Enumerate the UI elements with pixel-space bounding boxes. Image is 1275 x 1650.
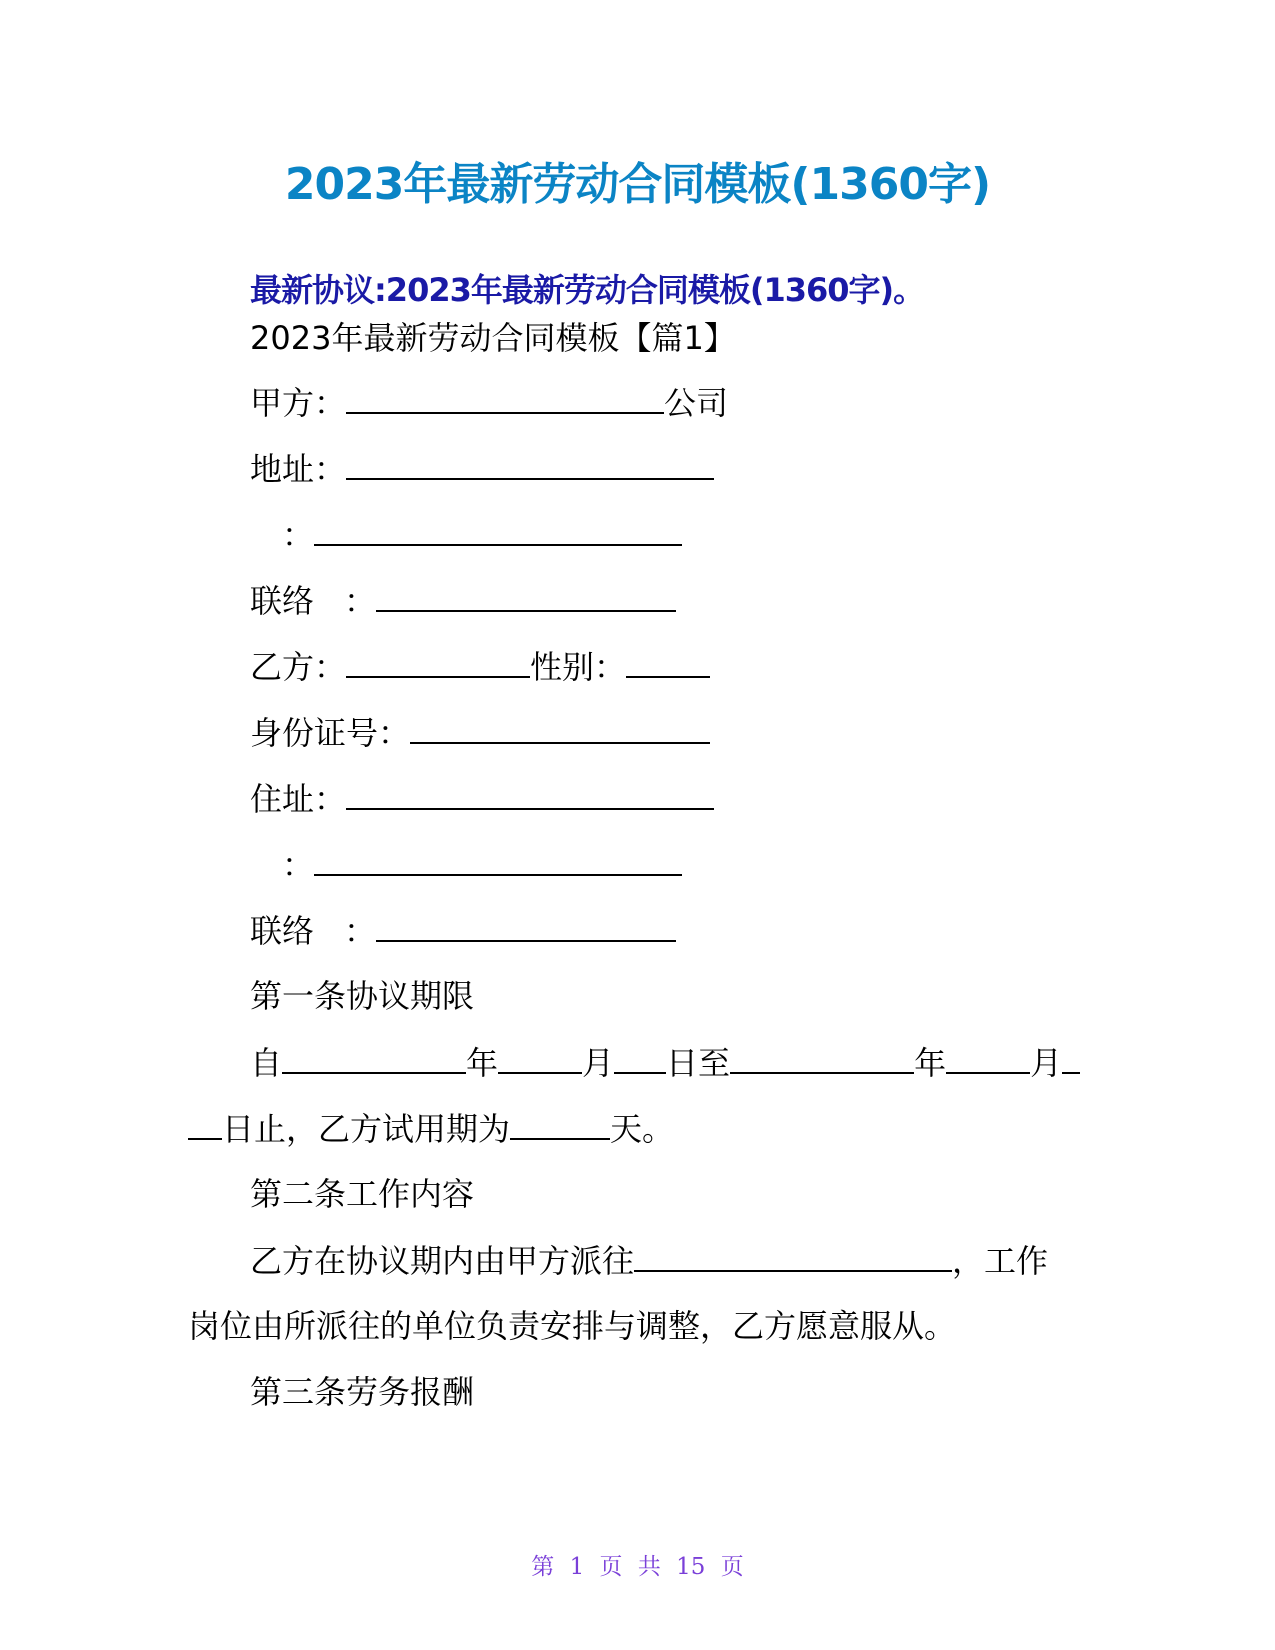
term-year: 年	[914, 1044, 947, 1082]
term-line	[250, 1042, 1080, 1083]
party-a-blank-line	[282, 514, 682, 555]
colon-label: ：	[282, 516, 315, 554]
term-line-2	[188, 1108, 674, 1149]
article2-text-b: ，工作	[952, 1242, 1049, 1280]
document-subtitle: 最新协议:2023年最新劳动合同模板(1360字)。	[250, 271, 925, 309]
term-end-suffix: 日止，乙方试用期为	[222, 1110, 511, 1148]
article2-title: 第二条工作内容	[250, 1175, 475, 1213]
party-a-contact-line	[250, 580, 676, 621]
article3-title: 第三条劳务报酬	[250, 1373, 475, 1411]
party-a-label: 甲方：	[250, 384, 347, 422]
colon-label: ：	[282, 846, 315, 884]
term-month: 月	[1030, 1044, 1063, 1082]
address-blank	[346, 448, 714, 480]
article2-text-a: 乙方在协议期内由甲方派往	[250, 1242, 635, 1280]
start-day-blank	[614, 1042, 666, 1074]
gender-label: 性别：	[530, 648, 627, 686]
party-a-blank	[346, 382, 664, 414]
article2-line-2: 岗位由所派往的单位负责安排与调整，乙方愿意服从。	[188, 1307, 957, 1345]
party-b-label: 乙方：	[250, 648, 347, 686]
address-label: 地址：	[250, 450, 347, 488]
field-blank	[314, 844, 682, 876]
contact-label: 联络	[250, 582, 315, 620]
start-year-blank	[282, 1042, 466, 1074]
article1-title: 第一条协议期限	[250, 977, 475, 1015]
article2-line-1	[250, 1240, 1048, 1281]
term-day-to: 日至	[666, 1044, 731, 1082]
section-heading: 2023年最新劳动合同模板【篇1】	[250, 319, 736, 357]
residence-blank	[346, 778, 714, 810]
party-a-address-line	[250, 448, 714, 489]
end-month-blank	[946, 1042, 1030, 1074]
party-a-line	[250, 382, 728, 423]
party-b-address-line	[250, 778, 714, 819]
field-blank	[314, 514, 682, 546]
page-footer: 第 1 页 共 15 页	[531, 1554, 744, 1580]
party-b-blank	[346, 646, 530, 678]
colon-label: ：	[344, 912, 377, 950]
contact-label: 联络	[250, 912, 315, 950]
contact-blank	[376, 580, 676, 612]
term-from: 自	[250, 1044, 283, 1082]
start-month-blank	[498, 1042, 582, 1074]
end-year-blank	[730, 1042, 914, 1074]
residence-label: 住址：	[250, 780, 347, 818]
contact-blank	[376, 910, 676, 942]
dispatch-unit-blank	[634, 1240, 952, 1272]
term-year: 年	[466, 1044, 499, 1082]
document-title: 2023年最新劳动合同模板(1360字)	[284, 159, 991, 210]
party-b-blank-line	[282, 844, 682, 885]
gender-blank	[626, 646, 710, 678]
end-day-blank-b	[188, 1108, 222, 1140]
colon-label: ：	[344, 582, 377, 620]
party-b-line	[250, 646, 710, 687]
company-suffix: 公司	[664, 384, 729, 422]
id-line	[250, 712, 710, 753]
id-blank	[410, 712, 710, 744]
term-days: 天。	[610, 1110, 675, 1148]
term-month: 月	[582, 1044, 615, 1082]
id-label: 身份证号：	[250, 714, 411, 752]
end-day-blank-a	[1062, 1042, 1080, 1074]
party-b-contact-line	[250, 910, 676, 951]
probation-days-blank	[510, 1108, 610, 1140]
